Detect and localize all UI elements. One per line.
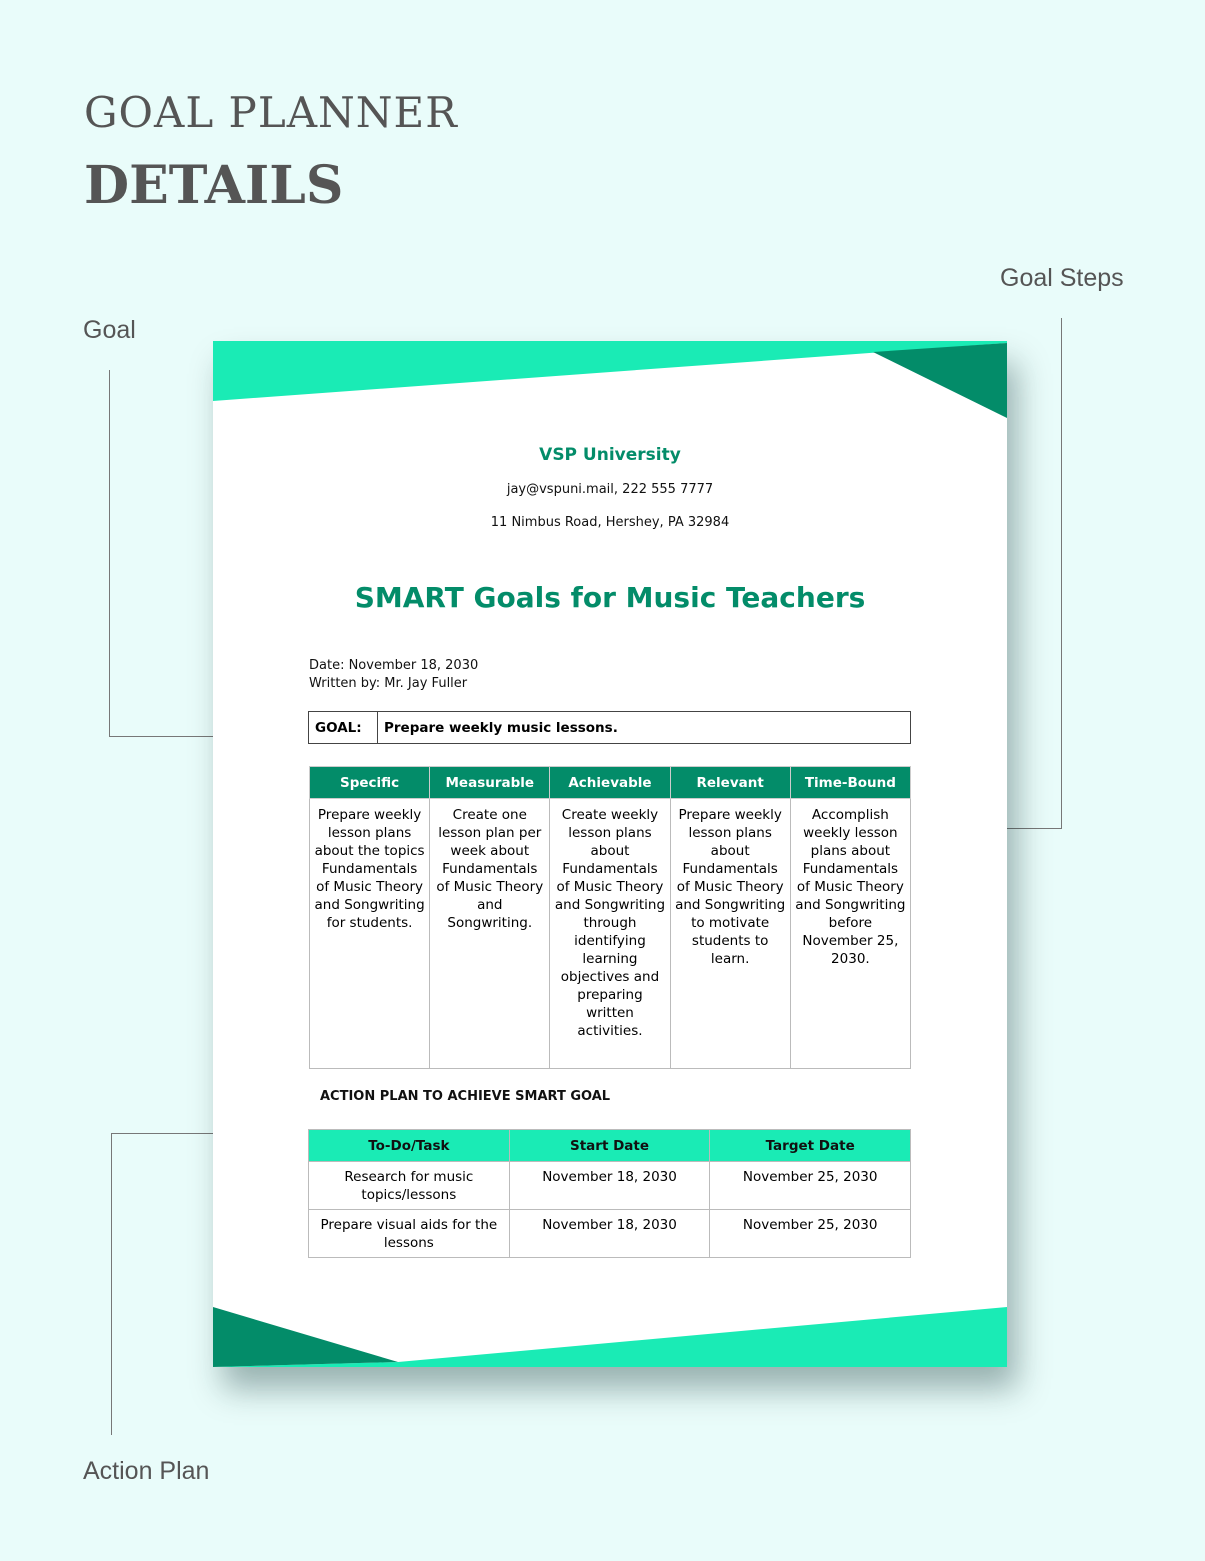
- target-date-cell: November 25, 2030: [710, 1210, 911, 1258]
- goal-label: GOAL:: [309, 712, 378, 744]
- callout-goal-steps: Goal Steps: [1000, 264, 1124, 292]
- start-date-cell: November 18, 2030: [509, 1162, 710, 1210]
- task-cell: Prepare visual aids for the lessons: [309, 1210, 510, 1258]
- connector: [109, 370, 110, 736]
- org-name: VSP University: [539, 445, 681, 465]
- connector: [1061, 318, 1062, 828]
- smart-cell: Create one lesson plan per week about Fundamentals of Music Theory and Songwriting.: [430, 799, 550, 1069]
- contact: jay@vspuni.mail, 222 555 7777: [506, 482, 714, 497]
- start-date-cell: November 18, 2030: [509, 1210, 710, 1258]
- action-table: [308, 1129, 911, 1258]
- task-cell: Research for music topics/lessons: [309, 1162, 510, 1210]
- smart-cell: Prepare weekly lesson plans about the topics Fundamentals of Music Theory and Songwriting for students.: [310, 799, 430, 1069]
- action-header: Start Date: [509, 1130, 710, 1162]
- smart-header: Measurable: [430, 767, 550, 799]
- smart-cell: Create weekly lesson plans about Fundamentals of Music Theory and Songwriting through identifying learning objectives and preparing written activities.: [550, 799, 670, 1069]
- callout-action-plan: Action Plan: [83, 1457, 210, 1485]
- address: 11 Nimbus Road, Hershey, PA 32984: [490, 515, 730, 530]
- smart-header: Specific: [310, 767, 430, 799]
- doc-title: SMART Goals for Music Teachers: [354, 581, 866, 614]
- smart-table: [309, 766, 911, 1069]
- table-row: [309, 1210, 911, 1258]
- document-page: [213, 341, 1007, 1367]
- goal-table: [308, 711, 911, 744]
- goal-text: Prepare weekly music lessons.: [378, 712, 911, 744]
- action-header: Target Date: [710, 1130, 911, 1162]
- smart-header: Relevant: [670, 767, 790, 799]
- action-title: ACTION PLAN TO ACHIEVE SMART GOAL: [320, 1089, 611, 1104]
- smart-header: Achievable: [550, 767, 670, 799]
- action-header: To-Do/Task: [309, 1130, 510, 1162]
- heading-line1: GOAL PLANNER: [84, 88, 458, 137]
- heading-line2: DETAILS: [84, 155, 344, 216]
- smart-cell: Accomplish weekly lesson plans about Fundamentals of Music Theory and Songwriting before November 25, 2030.: [790, 799, 910, 1069]
- smart-header: Time-Bound: [790, 767, 910, 799]
- date: Date: November 18, 2030: [309, 658, 479, 673]
- table-row: [309, 1162, 911, 1210]
- callout-goal: Goal: [83, 316, 136, 344]
- connector: [111, 1133, 112, 1435]
- smart-cell: Prepare weekly lesson plans about Fundamentals of Music Theory and Songwriting to motivate students to learn.: [670, 799, 790, 1069]
- author: Written by: Mr. Jay Fuller: [309, 676, 468, 691]
- target-date-cell: November 25, 2030: [710, 1162, 911, 1210]
